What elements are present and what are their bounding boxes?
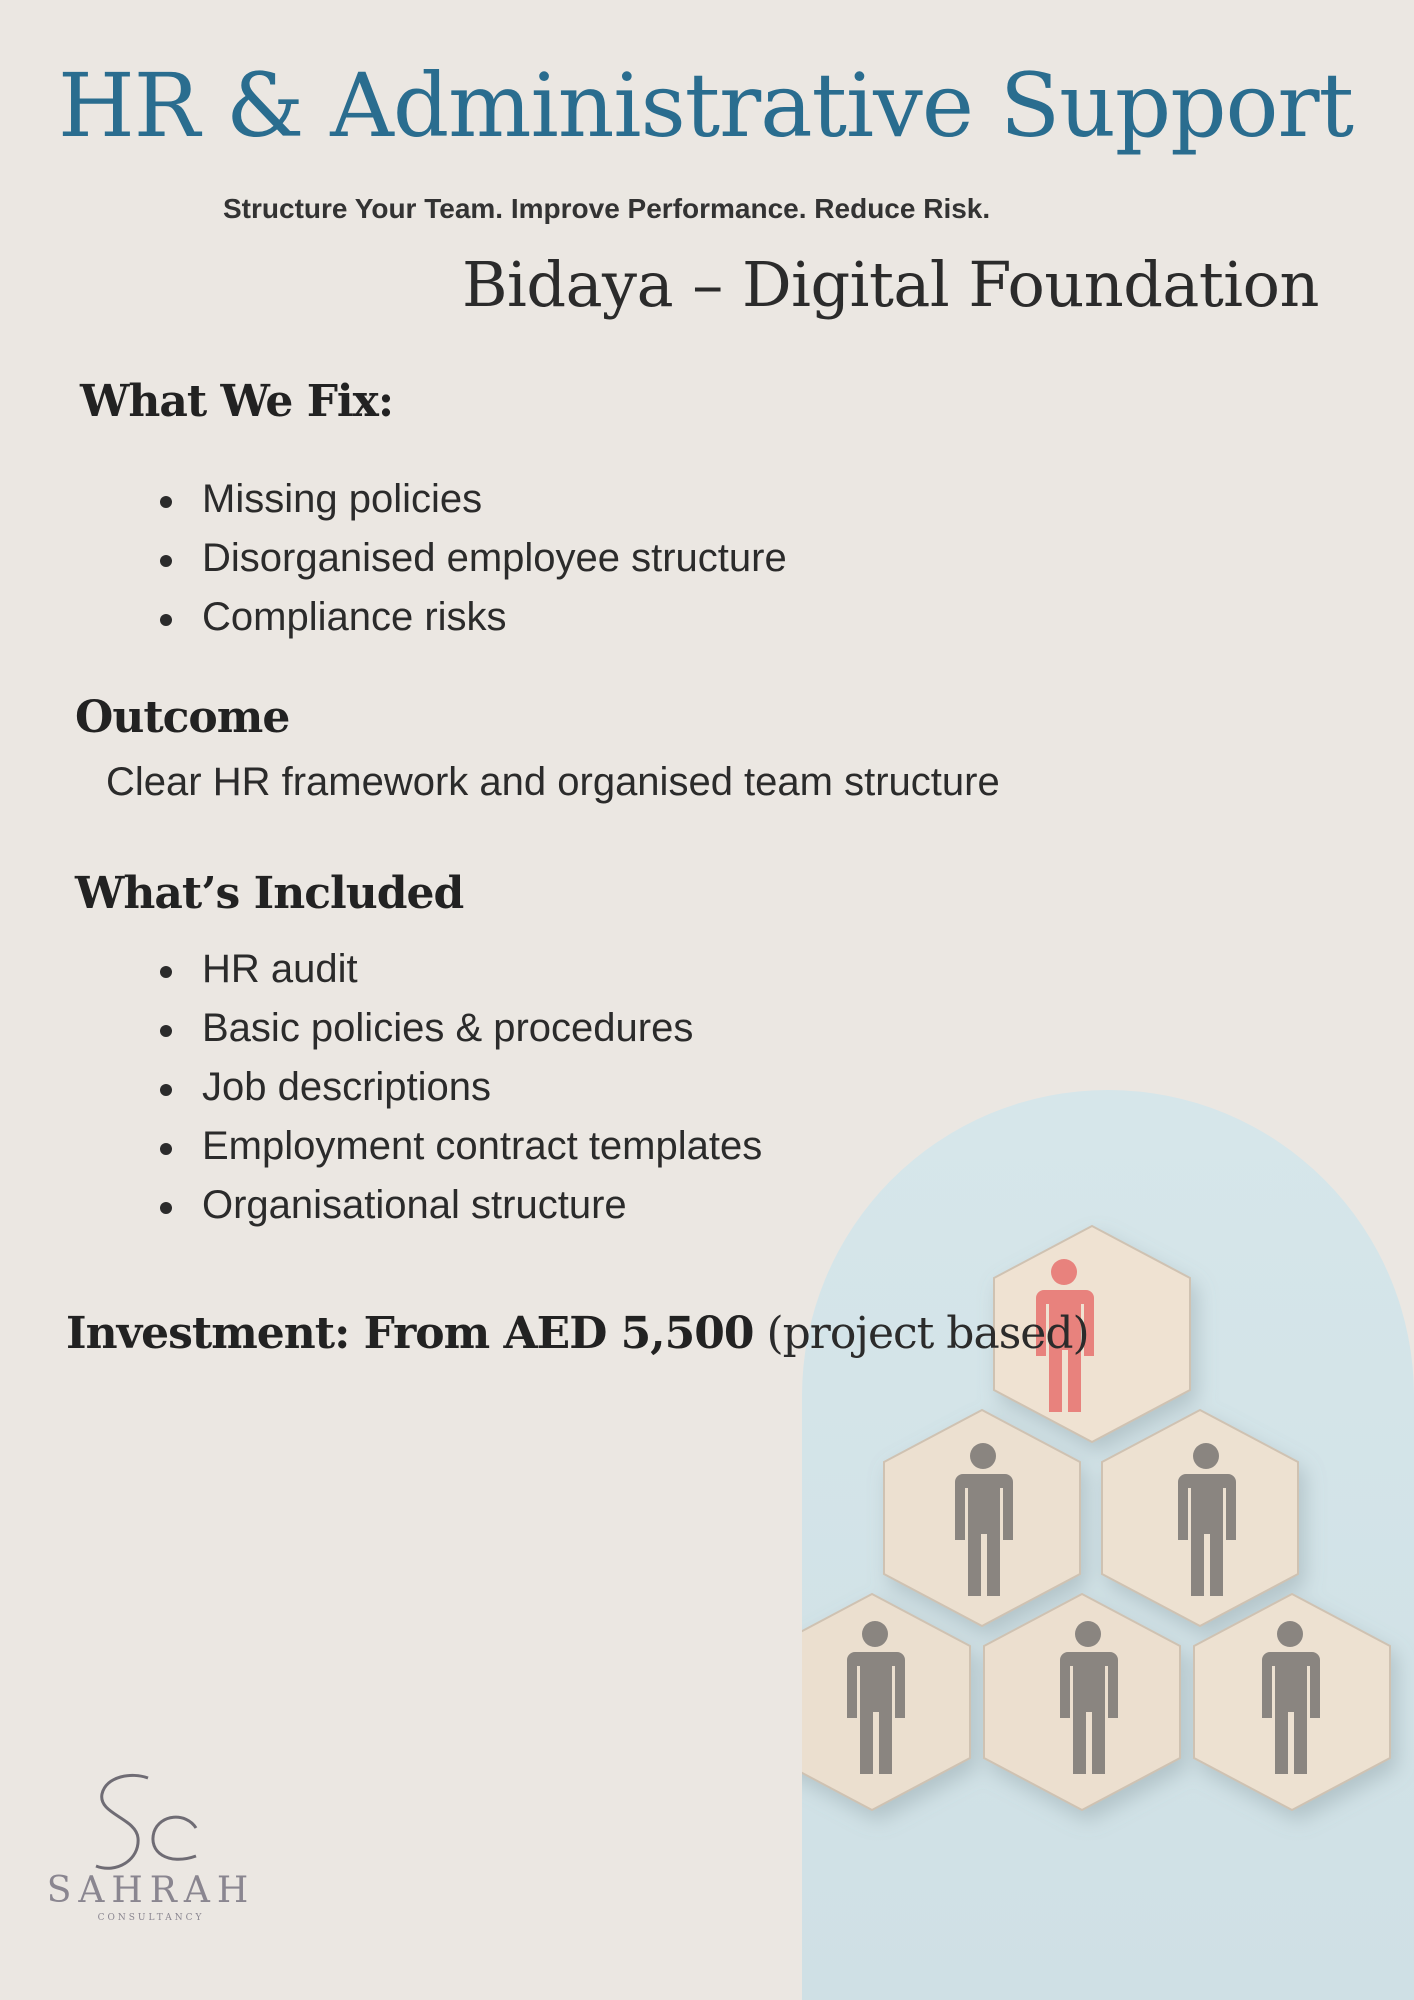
list-item: Job descriptions bbox=[160, 1058, 762, 1117]
what-we-fix-list bbox=[160, 470, 787, 647]
sahrah-logo-mark bbox=[36, 1770, 266, 1930]
what-we-fix-heading: What We Fix: bbox=[80, 376, 394, 427]
investment-note: (project based) bbox=[766, 1308, 1089, 1359]
list-item: Organisational structure bbox=[160, 1176, 762, 1235]
page-title: HR & Administrative Support bbox=[58, 54, 1353, 157]
outcome-heading: Outcome bbox=[75, 692, 290, 743]
list-item: Compliance risks bbox=[160, 588, 787, 647]
investment-line bbox=[66, 1308, 1089, 1359]
logo-sub: CONSULTANCY bbox=[97, 1913, 205, 1923]
list-item: Missing policies bbox=[160, 470, 787, 529]
list-item: Disorganised employee structure bbox=[160, 529, 787, 588]
whats-included-list bbox=[160, 940, 762, 1235]
list-item: Employment contract templates bbox=[160, 1117, 762, 1176]
whats-included-heading: What’s Included bbox=[75, 868, 464, 919]
company-logo bbox=[36, 1770, 266, 1930]
logo-name: SAHRAH bbox=[46, 1870, 256, 1911]
investment-label: Investment: From AED 5,500 bbox=[66, 1308, 754, 1359]
outcome-text: Clear HR framework and organised team structure bbox=[106, 760, 1000, 804]
team-hierarchy-illustration bbox=[802, 1090, 1414, 2000]
package-name: Bidaya – Digital Foundation bbox=[462, 248, 1319, 321]
list-item: Basic policies & procedures bbox=[160, 999, 762, 1058]
tagline: Structure Your Team. Improve Performance. Reduce Risk. bbox=[223, 193, 991, 224]
list-item: HR audit bbox=[160, 940, 762, 999]
hexagon-pyramid bbox=[802, 1090, 1414, 2000]
